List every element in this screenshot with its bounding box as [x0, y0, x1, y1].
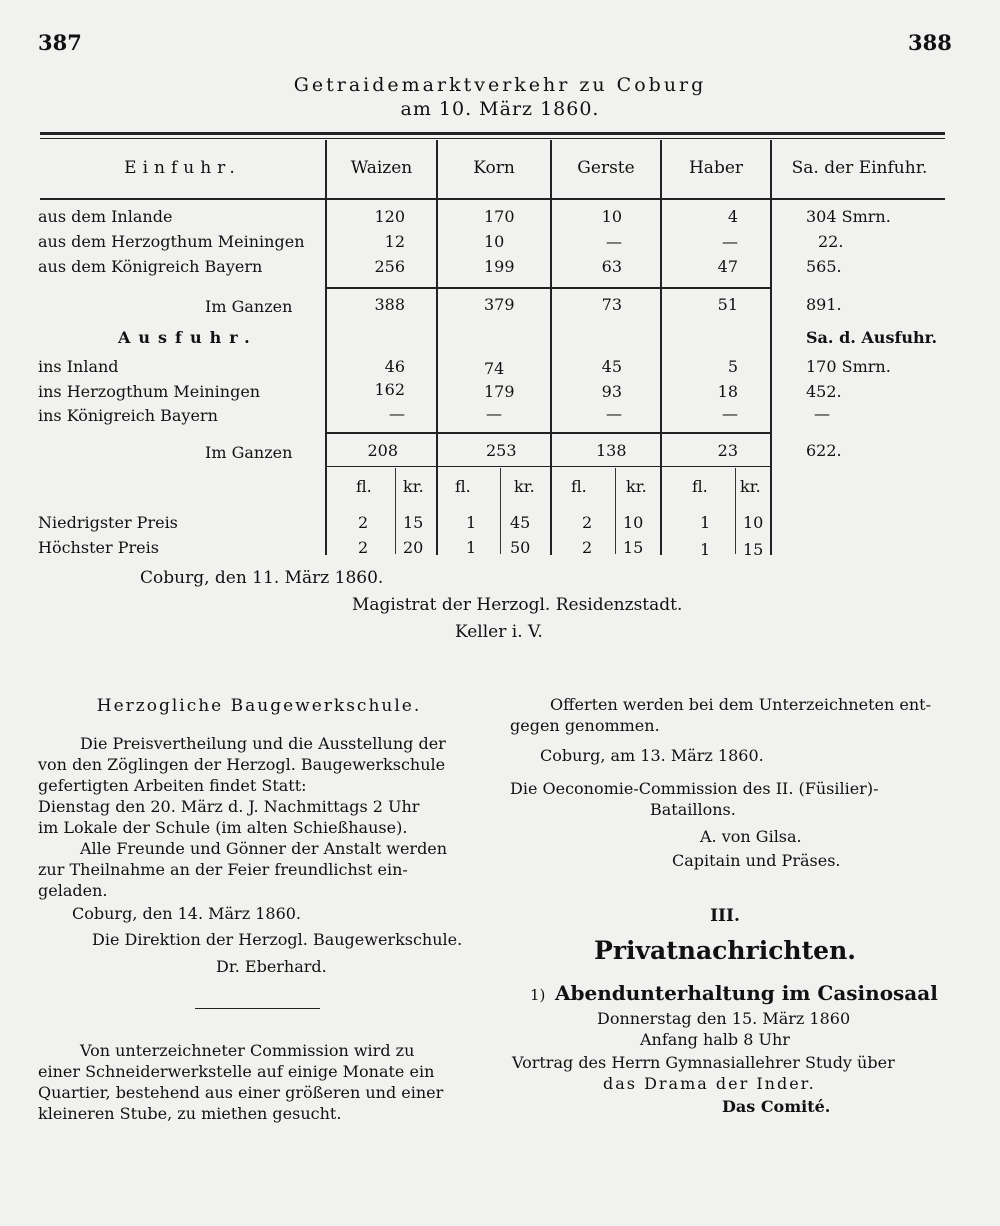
price-w-fl: 2 — [358, 538, 369, 557]
import-row-label: aus dem Königreich Bayern — [38, 257, 263, 276]
header-sum-einfuhr: Sa. der Einfuhr. — [791, 158, 928, 178]
price-divider-g — [615, 468, 616, 554]
offerten-signer-title: Capitain und Präses. — [672, 851, 841, 870]
table-date: am 10. März 1860. — [400, 98, 600, 120]
import-total-sum: 891. — [806, 295, 842, 314]
event-line: Donnerstag den 15. März 1860 — [597, 1009, 851, 1028]
import-waizen: 256 — [374, 257, 405, 276]
import-row-label: aus dem Herzogthum Meiningen — [38, 232, 305, 251]
export-sum: — — [814, 404, 830, 423]
import-waizen: 12 — [384, 232, 405, 251]
signoff-signer: Keller i. V. — [455, 622, 543, 642]
page-number-left: 387 — [38, 30, 82, 55]
vortrag-line: Vortrag des Herrn Gymnasiallehrer Study über — [512, 1053, 895, 1072]
header-gerste: Gerste — [577, 158, 635, 178]
offerten-line: Offerten werden bei dem Unterzeichneten ent- — [550, 695, 931, 714]
import-gerste: 10 — [601, 207, 622, 226]
import-row-label: aus dem Inlande — [38, 207, 173, 226]
import-haber: — — [722, 232, 738, 251]
col-line-3 — [550, 140, 552, 555]
export-korn: 74 — [484, 359, 505, 378]
col-line-2 — [436, 140, 438, 555]
section-title: Privatnachrichten. — [594, 936, 856, 965]
import-gerste: — — [606, 232, 622, 251]
event-title: Abendunterhaltung im Casinosaal — [555, 981, 938, 1005]
signoff-date: Coburg, den 11. März 1860. — [140, 568, 384, 588]
table-top-rule-thin — [40, 138, 945, 139]
commission-line: Die Oeconomie-Commission des II. (Füsilier)- — [510, 779, 879, 798]
export-total-waizen: 208 — [367, 441, 398, 460]
price-divider-w — [395, 468, 396, 554]
table-title: Getraidemarktverkehr zu Coburg — [293, 74, 707, 96]
import-sum: 565. — [806, 257, 842, 276]
section-number: III. — [710, 906, 740, 926]
export-korn: 179 — [484, 382, 515, 401]
baugewerk-line: Dienstag den 20. März d. J. Nachmittags 2 Uhr — [38, 797, 420, 816]
commission-line: Bataillons. — [650, 800, 736, 819]
import-total-rule — [325, 287, 770, 289]
price-g-kr: 10 — [623, 513, 644, 532]
export-row-label: ins Herzogthum Meiningen — [38, 382, 261, 401]
baugewerk-heading: Herzogliche Baugewerkschule. — [96, 696, 422, 716]
export-korn: — — [486, 404, 502, 423]
offerten-signer: A. von Gilsa. — [700, 827, 802, 846]
price-g-fl: 2 — [582, 513, 593, 532]
quartier-line: kleineren Stube, zu miethen gesucht. — [38, 1104, 342, 1123]
export-gerste: 45 — [601, 357, 622, 376]
export-total-label: Im Ganzen — [205, 443, 293, 462]
export-total-korn: 253 — [486, 441, 517, 460]
unit-fl-gerste: fl. — [571, 477, 587, 496]
export-total-gerste: 138 — [596, 441, 627, 460]
export-gerste: — — [606, 404, 622, 423]
price-head-rule — [325, 466, 770, 467]
export-heading: Ausfuhr. — [118, 328, 258, 347]
quartier-line: Quartier, bestehend aus einer größeren und einer — [38, 1083, 444, 1102]
export-total-rule — [325, 432, 770, 434]
header-waizen: Waizen — [350, 158, 413, 178]
offerten-line: gegen genommen. — [510, 716, 660, 735]
import-korn: 170 — [484, 207, 515, 226]
import-korn: 199 — [484, 257, 515, 276]
export-row-label: ins Inland — [38, 357, 119, 376]
baugewerk-line: Alle Freunde und Gönner der Anstalt werden — [80, 839, 448, 858]
signoff-authority: Magistrat der Herzogl. Residenzstadt. — [352, 595, 683, 615]
table-header-rule — [40, 198, 945, 200]
price-k-fl: 1 — [466, 538, 477, 557]
export-sum: 170 Smrn. — [806, 357, 891, 376]
baugewerk-signer: Dr. Eberhard. — [216, 957, 327, 976]
price-w-fl: 2 — [358, 513, 369, 532]
export-row-label: ins Königreich Bayern — [38, 406, 218, 425]
page-number-right: 388 — [908, 30, 952, 55]
price-h-fl: 1 — [700, 513, 711, 532]
price-row-label: Niedrigster Preis — [38, 513, 178, 532]
export-waizen: 162 — [374, 380, 405, 399]
export-total-sum: 622. — [806, 441, 842, 460]
col-line-1 — [325, 140, 327, 555]
price-h-kr: 15 — [743, 540, 764, 559]
price-divider-k — [500, 468, 501, 554]
event-line: Anfang halb 8 Uhr — [640, 1030, 790, 1049]
event-signer: Das Comité. — [722, 1097, 831, 1116]
price-row-label: Höchster Preis — [38, 538, 159, 557]
import-total-waizen: 388 — [374, 295, 405, 314]
export-sum-heading: Sa. d. Ausfuhr. — [806, 328, 938, 347]
export-waizen: — — [389, 404, 405, 423]
col-line-4 — [660, 140, 662, 555]
baugewerk-line: Die Preisvertheilung und die Ausstellung der — [80, 734, 446, 753]
baugewerk-line: von den Zöglingen der Herzogl. Baugewerkschule — [38, 755, 446, 774]
import-haber: 4 — [727, 207, 738, 226]
baugewerk-date: Coburg, den 14. März 1860. — [72, 904, 302, 923]
price-h-fl: 1 — [700, 540, 711, 559]
col-line-5 — [770, 140, 772, 555]
import-waizen: 120 — [374, 207, 405, 226]
import-sum: 304 Smrn. — [806, 207, 891, 226]
table-top-rule — [40, 132, 945, 135]
unit-kr-waizen: kr. — [403, 477, 424, 496]
baugewerk-line: gefertigten Arbeiten findet Statt: — [38, 776, 307, 795]
import-total-label: Im Ganzen — [205, 297, 293, 316]
export-sum: 452. — [806, 382, 842, 401]
price-g-kr: 15 — [623, 538, 644, 557]
baugewerk-line: zur Theilnahme an der Feier freundlichst ein- — [38, 860, 408, 879]
price-g-fl: 2 — [582, 538, 593, 557]
import-sum: 22. — [818, 232, 844, 251]
import-korn: 10 — [484, 232, 505, 251]
export-total-haber: 23 — [717, 441, 738, 460]
baugewerk-line: im Lokale der Schule (im alten Schießhause). — [38, 818, 408, 837]
header-korn: Korn — [473, 158, 515, 178]
price-h-kr: 10 — [743, 513, 764, 532]
price-k-fl: 1 — [466, 513, 477, 532]
export-haber: 18 — [717, 382, 738, 401]
price-k-kr: 45 — [510, 513, 531, 532]
offerten-date: Coburg, am 13. März 1860. — [540, 746, 764, 765]
baugewerk-direktion: Die Direktion der Herzogl. Baugewerkschule. — [92, 930, 463, 949]
price-divider-h — [735, 468, 736, 554]
unit-fl-korn: fl. — [455, 477, 471, 496]
import-gerste: 63 — [601, 257, 622, 276]
event-number: 1) — [530, 986, 546, 1004]
unit-fl-waizen: fl. — [356, 477, 372, 496]
price-w-kr: 20 — [403, 538, 424, 557]
header-einfuhr: Einfuhr. — [124, 158, 241, 178]
import-total-korn: 379 — [484, 295, 515, 314]
header-haber: Haber — [688, 158, 744, 178]
unit-kr-korn: kr. — [514, 477, 535, 496]
import-total-gerste: 73 — [601, 295, 622, 314]
unit-fl-haber: fl. — [692, 477, 708, 496]
price-k-kr: 50 — [510, 538, 531, 557]
export-haber: 5 — [727, 357, 738, 376]
quartier-line: einer Schneiderwerkstelle auf einige Monate ein — [38, 1062, 435, 1081]
import-total-haber: 51 — [717, 295, 738, 314]
price-w-kr: 15 — [403, 513, 424, 532]
separator-rule — [195, 1008, 320, 1009]
unit-kr-haber: kr. — [740, 477, 761, 496]
vortrag-line: das Drama der Inder. — [603, 1074, 816, 1093]
export-waizen: 46 — [384, 357, 405, 376]
quartier-line: Von unterzeichneter Commission wird zu — [80, 1041, 415, 1060]
baugewerk-line: geladen. — [38, 881, 108, 900]
export-haber: — — [722, 404, 738, 423]
unit-kr-gerste: kr. — [626, 477, 647, 496]
import-haber: 47 — [717, 257, 738, 276]
export-gerste: 93 — [601, 382, 622, 401]
